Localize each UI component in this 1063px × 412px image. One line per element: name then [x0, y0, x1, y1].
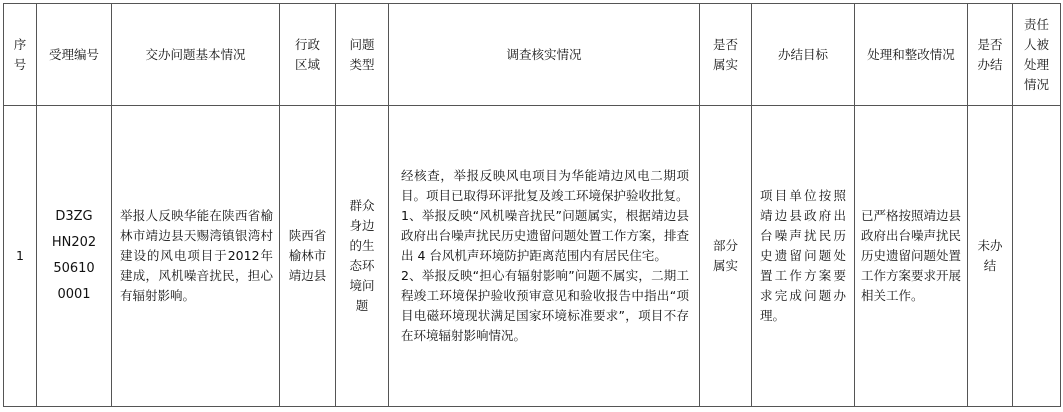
header-row [4, 4, 1061, 106]
header-is-true: 是否属实 [700, 4, 752, 106]
investigation-point-1: 1、举报反映“风机噪音扰民”问题属实，根据靖边县政府出台噪声扰民历史遗留问题处置工作方案，排查出 4 台风机声环境防护距离范围内有居民住宅。 [401, 208, 689, 263]
table-row [4, 106, 1061, 407]
header-investigation: 调查核实情况 [389, 4, 700, 106]
header-is-closed: 是否办结 [968, 4, 1013, 106]
header-case-id: 受理编号 [37, 4, 112, 106]
case-table [3, 3, 1061, 407]
cell-responsible [1013, 106, 1061, 407]
header-target: 办结目标 [752, 4, 855, 106]
cell-is-closed: 未办结 [968, 106, 1013, 407]
cell-issue-type: 群众身边的生态环境问题 [336, 106, 389, 407]
header-issue-type: 问题类型 [336, 4, 389, 106]
header-issue: 交办问题基本情况 [112, 4, 280, 106]
header-handling: 处理和整改情况 [855, 4, 968, 106]
header-region: 行政区域 [280, 4, 336, 106]
cell-target: 项目单位按照靖边县政府出台噪声扰民历史遗留问题处置工作方案要求完成问题办理。 [752, 106, 855, 407]
header-responsible: 责任人被处理情况 [1013, 4, 1061, 106]
cell-issue: 举报人反映华能在陕西省榆林市靖边县天赐湾镇银湾村建设的风电项目于2012年建成，风机噪音扰民，担心有辐射影响。 [112, 106, 280, 407]
cell-is-true: 部分属实 [700, 106, 752, 407]
investigation-summary: 经核查，举报反映风电项目为华能靖边风电二期项目。项目已取得环评批复及竣工环境保护验收批复。 [401, 168, 689, 203]
cell-investigation [389, 106, 700, 407]
header-seq: 序号 [4, 4, 37, 106]
investigation-point-2: 2、举报反映“担心有辐射影响”问题不属实，二期工程竣工环境保护验收预审意见和验收报告中指出“项目电磁环境现状满足国家环境标准要求”，项目不存在环境辐射影响情况。 [401, 268, 689, 343]
cell-seq: 1 [4, 106, 37, 407]
cell-handling: 已严格按照靖边县政府出台噪声扰民历史遗留问题处置工作方案要求开展相关工作。 [855, 106, 968, 407]
cell-region: 陕西省榆林市靖边县 [280, 106, 336, 407]
cell-case-id: D3ZGHN202506100001 [37, 106, 112, 407]
